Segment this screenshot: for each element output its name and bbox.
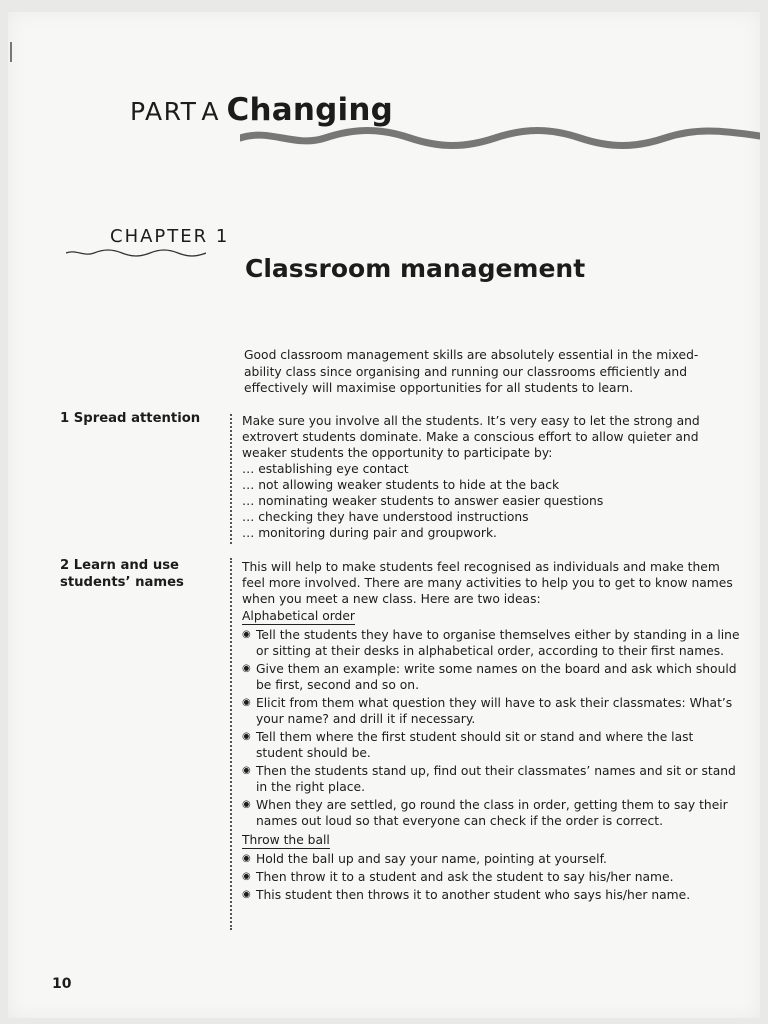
- bullet-icon: ◉: [242, 731, 251, 742]
- section-paragraph: Make sure you involve all the students. It’s very easy to let the strong and extrovert students dominate. Make a conscious effort to allow quieter and weaker students the opportunity to participate by:: [242, 414, 700, 460]
- list-item: [242, 797, 742, 829]
- bullet-text: Tell the students they have to organise themselves either by standing in a line or sitting at their desks in alphabetical order, according to their first names.: [256, 628, 740, 658]
- list-item: [242, 887, 742, 903]
- page-number: 10: [52, 976, 72, 992]
- bullet-text: Hold the ball up and say your name, pointing at yourself.: [256, 852, 607, 866]
- bullet-icon: ◉: [242, 663, 251, 674]
- chapter-label: CHAPTER 1: [110, 226, 230, 247]
- list-item: [242, 627, 742, 659]
- bullet-text: Then the students stand up, find out their classmates’ names and sit or stand in the right place.: [256, 764, 736, 794]
- activity-title-throw-the-ball: Throw the ball: [242, 833, 330, 847]
- chapter-title: Classroom management: [245, 254, 586, 283]
- dotted-divider: [230, 414, 232, 544]
- list-item: [242, 869, 742, 885]
- section-heading-spread-attention: 1 Spread attention: [60, 411, 201, 426]
- section-heading-learn-names: 2 Learn and use students’ names: [60, 558, 184, 590]
- bullet-icon: ◉: [242, 765, 251, 776]
- list-item: … checking they have understood instructions: [242, 510, 529, 524]
- book-page: [8, 12, 760, 1018]
- list-item: … not allowing weaker students to hide at the back: [242, 478, 560, 492]
- part-word: PART: [130, 97, 198, 126]
- bullet-icon: ◉: [242, 629, 251, 640]
- list-item: [242, 661, 742, 693]
- part-title: Changing: [226, 92, 393, 128]
- bullet-text: This student then throws it to another student who says his/her name.: [256, 888, 691, 902]
- bullet-icon: ◉: [242, 799, 251, 810]
- activity-steps-alphabetical-order: [242, 627, 742, 829]
- section-spread-attention: [242, 413, 742, 541]
- participation-list: [242, 461, 742, 541]
- page-edge-mark: [10, 42, 12, 62]
- chapter-wave-decoration: [66, 246, 206, 260]
- dotted-divider: [230, 558, 232, 930]
- list-item: [242, 729, 742, 761]
- part-wave-decoration: [240, 124, 760, 152]
- bullet-icon: ◉: [242, 853, 251, 864]
- intro-paragraph: Good classroom management skills are absolutely essential in the mixed-ability class since organising and running our classrooms efficiently and effectively will maximise opportunities for all students to learn.: [244, 348, 699, 395]
- section-paragraph: This will help to make students feel recognised as individuals and make them feel more involved. There are many activities to help you to get to know names when you meet a new class. Here are two ideas:: [242, 560, 733, 606]
- list-item: [242, 695, 742, 727]
- list-item: … establishing eye contact: [242, 462, 409, 476]
- bullet-text: Then throw it to a student and ask the student to say his/her name.: [256, 870, 674, 884]
- activity-steps-throw-the-ball: [242, 851, 742, 903]
- list-item: … nominating weaker students to answer easier questions: [242, 494, 604, 508]
- bullet-icon: ◉: [242, 871, 251, 882]
- bullet-text: When they are settled, go round the class in order, getting them to say their names out loud so that everyone can check if the order is correct.: [256, 798, 728, 828]
- bullet-text: Tell them where the first student should sit or stand and where the last student should be.: [256, 730, 694, 760]
- bullet-text: Give them an example: write some names on the board and ask which should be first, second and so on.: [256, 662, 737, 692]
- bullet-text: Elicit from them what question they will have to ask their classmates: What’s your name? and drill it if necessary.: [256, 696, 733, 726]
- activity-title-alphabetical-order: Alphabetical order: [242, 609, 355, 623]
- bullet-icon: ◉: [242, 697, 251, 708]
- section-learn-names: [242, 559, 742, 905]
- list-item: … monitoring during pair and groupwork.: [242, 526, 497, 540]
- part-heading: [130, 92, 393, 128]
- list-item: [242, 851, 742, 867]
- list-item: [242, 763, 742, 795]
- bullet-icon: ◉: [242, 889, 251, 900]
- part-letter: A: [201, 97, 219, 126]
